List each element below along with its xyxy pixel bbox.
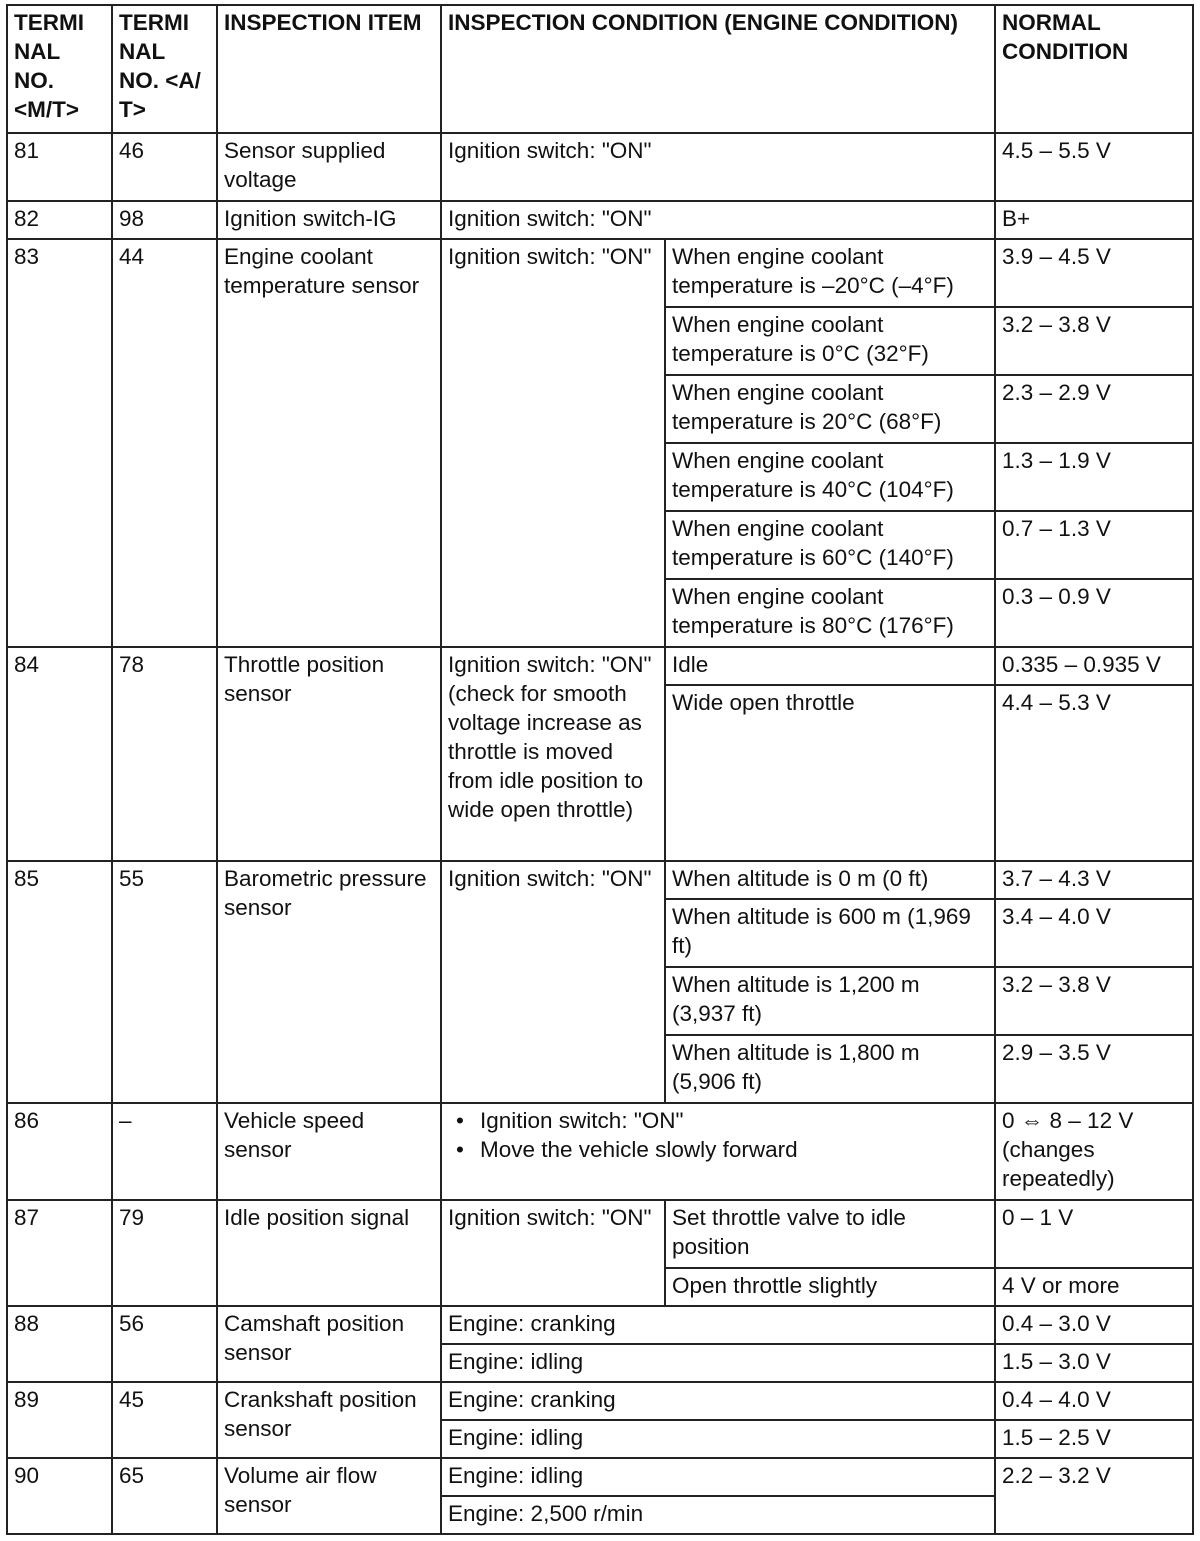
table-row: [7, 239, 1193, 307]
normal-condition: 1.3 – 1.9 V: [995, 443, 1193, 511]
inspection-item: Engine coolant temperature sensor: [217, 239, 441, 647]
normal-condition: 2.2 – 3.2 V: [995, 1458, 1193, 1534]
normal-condition: 3.4 – 4.0 V: [995, 899, 1193, 967]
normal-condition: 4.4 – 5.3 V: [995, 685, 1193, 861]
table-row: [7, 647, 1193, 685]
terminal-at: 65: [112, 1458, 217, 1534]
header-terminal-mt: TERMI NAL NO. <M/T>: [7, 5, 112, 133]
normal-condition: 0 – 1 V: [995, 1200, 1193, 1268]
normal-condition: 0.7 – 1.3 V: [995, 511, 1193, 579]
terminal-at: 78: [112, 647, 217, 861]
sub-condition: Open throttle slightly: [665, 1268, 995, 1306]
normal-condition: 0.4 – 3.0 V: [995, 1306, 1193, 1344]
terminal-mt: 83: [7, 239, 112, 647]
condition-bullet-list: [448, 1106, 988, 1164]
table-row: [7, 861, 1193, 899]
header-inspection-item: INSPECTION ITEM: [217, 5, 441, 133]
normal-condition: 0.3 – 0.9 V: [995, 579, 1193, 647]
normal-condition: 4 V or more: [995, 1268, 1193, 1306]
sub-condition: When altitude is 600 m (1,969 ft): [665, 899, 995, 967]
terminal-mt: 87: [7, 1200, 112, 1306]
sub-condition: When engine coolant temperature is 0°C (32°F): [665, 307, 995, 375]
normal-condition: B+: [995, 201, 1193, 239]
header-row: [7, 5, 1193, 133]
terminal-mt: 88: [7, 1306, 112, 1382]
normal-condition: 3.9 – 4.5 V: [995, 239, 1193, 307]
sub-condition: When engine coolant temperature is 20°C (68°F): [665, 375, 995, 443]
normal-condition: 0.4 – 4.0 V: [995, 1382, 1193, 1420]
inspection-item: Crankshaft position sensor: [217, 1382, 441, 1458]
terminal-mt: 90: [7, 1458, 112, 1534]
inspection-item: Barometric pressure sensor: [217, 861, 441, 1103]
terminal-mt: 81: [7, 133, 112, 201]
normal-condition: 4.5 – 5.5 V: [995, 133, 1193, 201]
terminal-mt: 82: [7, 201, 112, 239]
normal-condition: 3.2 – 3.8 V: [995, 307, 1193, 375]
terminal-at: 45: [112, 1382, 217, 1458]
inspection-item: Ignition switch-IG: [217, 201, 441, 239]
sub-condition: When altitude is 0 m (0 ft): [665, 861, 995, 899]
table-row: [7, 1200, 1193, 1268]
sub-condition: Engine: cranking: [441, 1382, 995, 1420]
table-row: [7, 1458, 1193, 1496]
terminal-at: 55: [112, 861, 217, 1103]
terminal-at: 56: [112, 1306, 217, 1382]
sub-condition: When engine coolant temperature is 80°C (176°F): [665, 579, 995, 647]
terminal-at: 98: [112, 201, 217, 239]
sub-condition: When engine coolant temperature is 60°C (140°F): [665, 511, 995, 579]
terminal-mt: 89: [7, 1382, 112, 1458]
inspection-condition: Ignition switch: "ON": [441, 239, 665, 647]
sub-condition: When engine coolant temperature is –20°C (–4°F): [665, 239, 995, 307]
terminal-at: 79: [112, 1200, 217, 1306]
terminal-mt: 86: [7, 1103, 112, 1200]
table-row: [7, 201, 1193, 239]
table-row: [7, 1382, 1193, 1420]
table-row: [7, 1306, 1193, 1344]
inspection-item: Idle position signal: [217, 1200, 441, 1306]
normal-condition: 3.2 – 3.8 V: [995, 967, 1193, 1035]
sub-condition: When engine coolant temperature is 40°C (104°F): [665, 443, 995, 511]
terminal-at: 46: [112, 133, 217, 201]
inspection-item: Camshaft position sensor: [217, 1306, 441, 1382]
header-terminal-at: TERMI NAL NO. <A/ T>: [112, 5, 217, 133]
list-item: • Ignition switch: "ON": [480, 1106, 988, 1135]
normal-condition: 0.335 – 0.935 V: [995, 647, 1193, 685]
normal-condition: 1.5 – 3.0 V: [995, 1344, 1193, 1382]
sub-condition: Engine: idling: [441, 1420, 995, 1458]
terminal-at: –: [112, 1103, 217, 1200]
normal-condition: 3.7 – 4.3 V: [995, 861, 1193, 899]
sub-condition: Set throttle valve to idle position: [665, 1200, 995, 1268]
sub-condition: When altitude is 1,200 m (3,937 ft): [665, 967, 995, 1035]
inspection-condition: Ignition switch: "ON" (check for smooth voltage increase as throttle is moved from idle position to wide open throttle): [441, 647, 665, 861]
inspection-condition: Ignition switch: "ON": [441, 861, 665, 1103]
list-item: • Move the vehicle slowly forward: [480, 1135, 988, 1164]
normal-condition: 0 ⇔ 8 – 12 V (changes repeatedly): [995, 1103, 1193, 1200]
inspection-condition: Ignition switch: "ON": [441, 1200, 665, 1306]
terminal-inspection-table: [6, 4, 1194, 1535]
sub-condition: Idle: [665, 647, 995, 685]
header-normal-condition: NORMAL CONDITION: [995, 5, 1193, 133]
terminal-mt: 84: [7, 647, 112, 861]
inspection-condition: Ignition switch: "ON": [441, 133, 995, 201]
terminal-mt: 85: [7, 861, 112, 1103]
inspection-item: Vehicle speed sensor: [217, 1103, 441, 1200]
normal-condition: 1.5 – 2.5 V: [995, 1420, 1193, 1458]
inspection-item: Throttle position sensor: [217, 647, 441, 861]
sub-condition: Engine: cranking: [441, 1306, 995, 1344]
sub-condition: Engine: idling: [441, 1344, 995, 1382]
inspection-condition: [441, 1103, 995, 1200]
sub-condition: Engine: 2,500 r/min: [441, 1496, 995, 1534]
header-inspection-condition: INSPECTION CONDITION (ENGINE CONDITION): [441, 5, 995, 133]
terminal-at: 44: [112, 239, 217, 647]
sub-condition: Wide open throttle: [665, 685, 995, 861]
table-row: [7, 1103, 1193, 1200]
normal-condition: 2.9 – 3.5 V: [995, 1035, 1193, 1103]
normal-condition: 2.3 – 2.9 V: [995, 375, 1193, 443]
inspection-item: Volume air flow sensor: [217, 1458, 441, 1534]
sub-condition: When altitude is 1,800 m (5,906 ft): [665, 1035, 995, 1103]
inspection-condition: Ignition switch: "ON": [441, 201, 995, 239]
sub-condition: Engine: idling: [441, 1458, 995, 1496]
table-row: [7, 133, 1193, 201]
inspection-item: Sensor supplied voltage: [217, 133, 441, 201]
